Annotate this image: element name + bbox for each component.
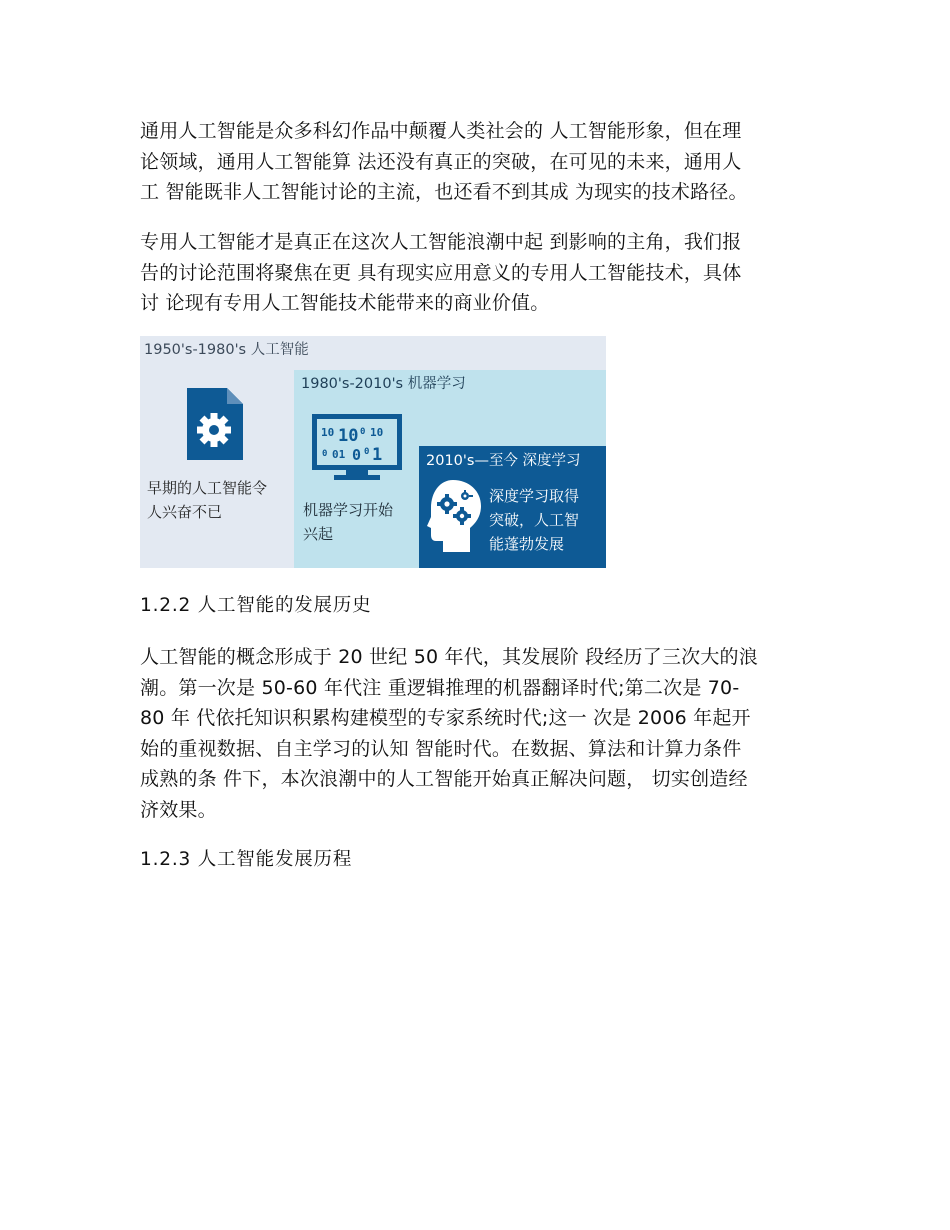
text-line: 能蓬勃发展 bbox=[489, 535, 565, 553]
text-line: 80 年 代依托知识积累构建模型的专家系统时代;这一 次是 2006 年起开 bbox=[140, 707, 751, 729]
text-line: 成熟的条 件下，本次浪潮中的人工智能开始真正解决问题， 切实创造经 bbox=[140, 768, 748, 790]
text-line: 潮。第一次是 50-60 年代注 重逻辑推理的机器翻译时代;第二次是 70- bbox=[140, 676, 740, 699]
era-title: 1950's-1980's 人工智能 bbox=[144, 342, 309, 358]
era-description bbox=[489, 484, 601, 556]
text-line: 工 智能既非人工智能讨论的主流，也还看不到其成 为现实的技术路径。 bbox=[140, 181, 748, 203]
svg-text:0: 0 bbox=[364, 447, 370, 457]
text-line: 兴起 bbox=[303, 525, 334, 543]
ai-eras-infographic bbox=[140, 336, 606, 568]
svg-text:0: 0 bbox=[322, 449, 328, 459]
gear-head-icon bbox=[427, 478, 483, 558]
text-line: 机器学习开始 bbox=[303, 501, 394, 519]
binary-monitor-icon bbox=[312, 414, 402, 484]
era-description bbox=[303, 498, 418, 546]
text-line: 告的讨论范围将聚焦在更 具有现实应用意义的专用人工智能技术，具体 bbox=[140, 261, 742, 284]
svg-text:10: 10 bbox=[370, 426, 384, 439]
text-line: 早期的人工智能令 bbox=[147, 479, 268, 497]
svg-text:0: 0 bbox=[352, 446, 362, 464]
svg-text:10: 10 bbox=[321, 426, 335, 439]
svg-text:01: 01 bbox=[332, 448, 346, 461]
svg-text:1: 1 bbox=[372, 445, 383, 465]
text-line: 济效果。 bbox=[140, 798, 217, 821]
paragraph-general-ai bbox=[140, 116, 810, 208]
gear-document-icon bbox=[187, 388, 243, 464]
era-title: 2010's—至今 深度学习 bbox=[426, 453, 581, 469]
svg-text:10: 10 bbox=[338, 426, 359, 446]
text-line: 论领域，通用人工智能算 法还没有真正的突破，在可见的未来，通用人 bbox=[140, 150, 742, 173]
text-line: 专用人工智能才是真正在这次人工智能浪潮中起 到影响的主角，我们报 bbox=[140, 231, 742, 253]
era-title: 1980's-2010's 机器学习 bbox=[301, 376, 466, 392]
text-line: 突破，人工智 bbox=[489, 511, 580, 529]
paragraph-specialized-ai bbox=[140, 227, 810, 319]
text-line: 讨 论现有专用人工智能技术能带来的商业价值。 bbox=[140, 292, 550, 314]
section-heading-timeline: 1.2.3 人工智能发展历程 bbox=[140, 849, 353, 870]
text-line: 人兴奋不已 bbox=[147, 503, 223, 521]
text-line: 通用人工智能是众多科幻作品中颠覆人类社会的 人工智能形象，但在理 bbox=[140, 120, 742, 142]
text-line: 人工智能的概念形成于 20 世纪 50 年代，其发展阶 段经历了三次大的浪 bbox=[140, 646, 758, 668]
paragraph-ai-history bbox=[140, 642, 810, 825]
svg-text:0: 0 bbox=[360, 427, 366, 437]
section-heading-history: 1.2.2 人工智能的发展历史 bbox=[140, 595, 372, 616]
era-panel-deep-learning bbox=[419, 446, 606, 568]
era-description bbox=[147, 476, 297, 524]
text-line: 深度学习取得 bbox=[489, 487, 580, 505]
text-line: 始的重视数据、自主学习的认知 智能时代。在数据、算法和计算力条件 bbox=[140, 737, 742, 760]
